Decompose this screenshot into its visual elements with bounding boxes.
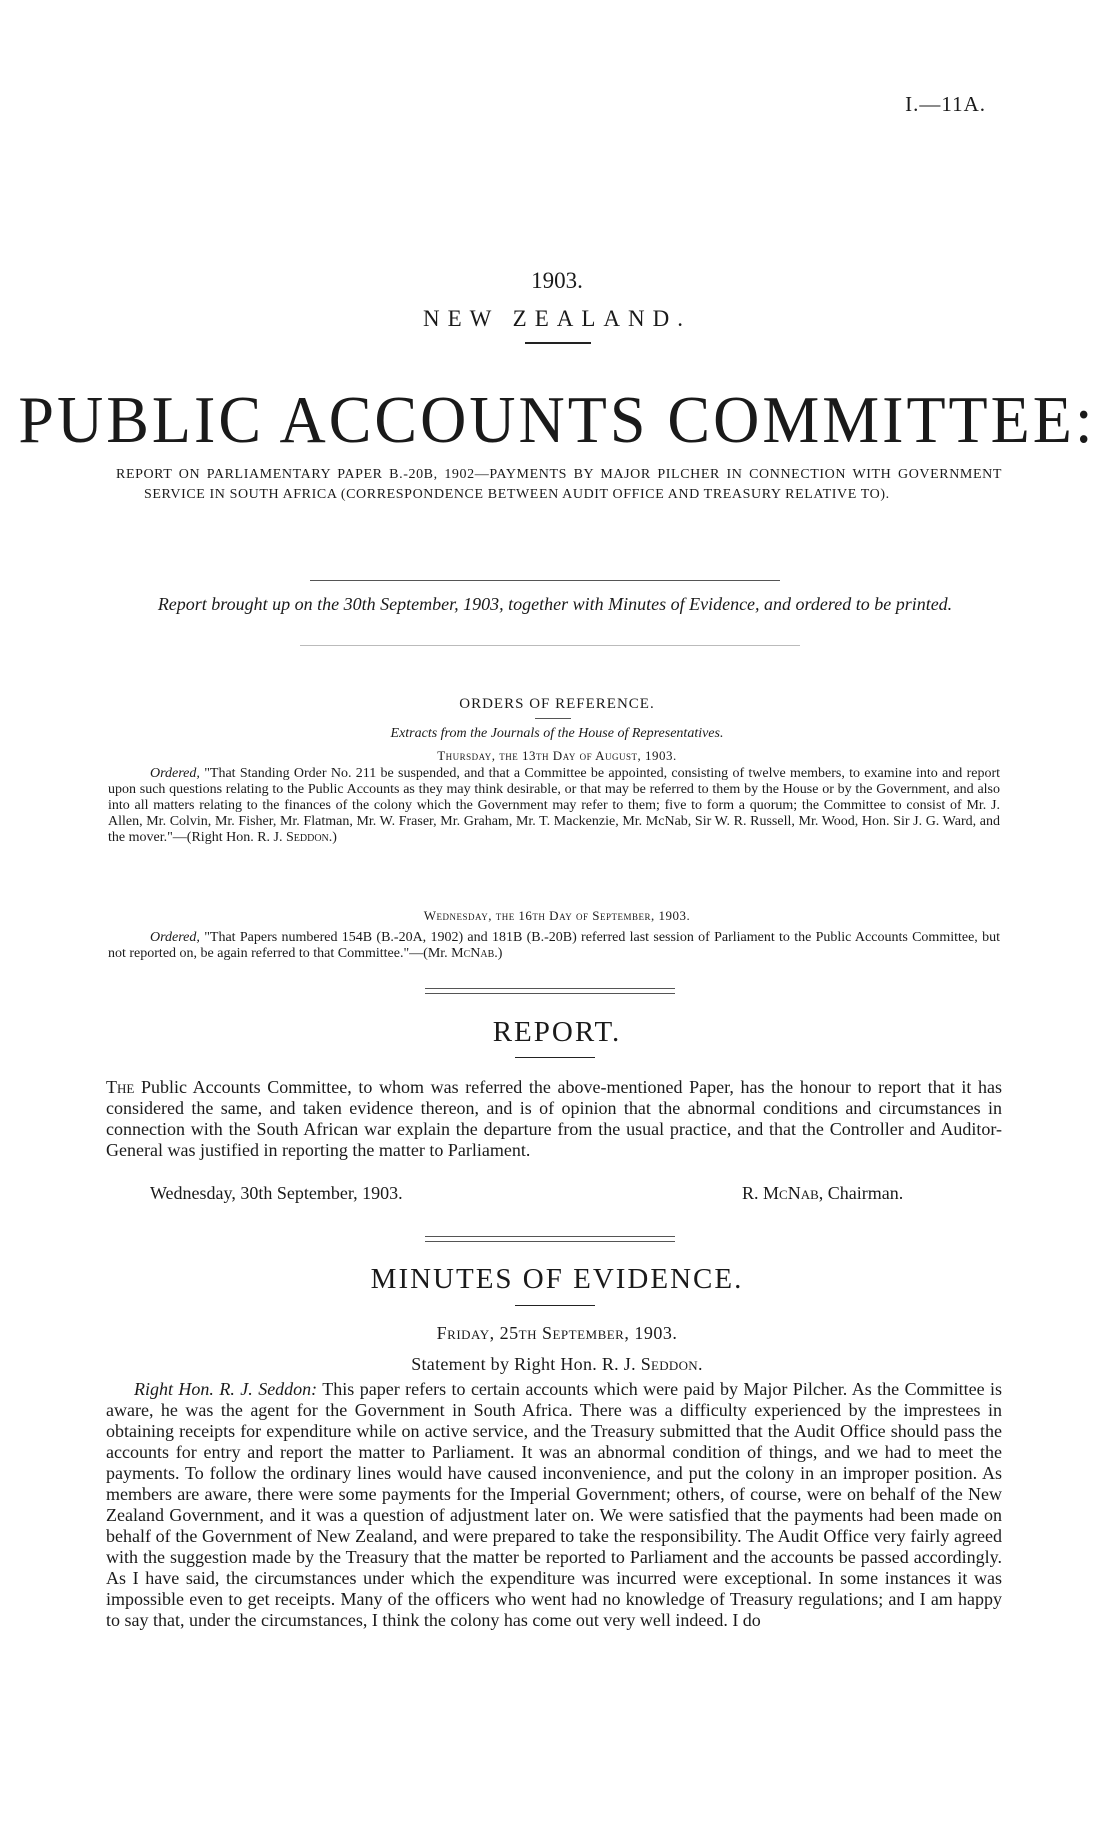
statement-prefix: Statement by Right Hon. R. J.: [411, 1354, 641, 1374]
order-paragraph-1: [108, 766, 1000, 846]
statement-end: .: [698, 1354, 703, 1374]
divider: [425, 1241, 675, 1242]
order-date-2: Wednesday, the 16th Day of September, 1903.: [423, 908, 691, 923]
order2-end: .): [494, 946, 503, 961]
document-subtitle: [116, 465, 1002, 505]
subtitle-text: REPORT ON PARLIAMENTARY PAPER B.-20B, 1902—PAYMENTS BY MAJOR PILCHER IN CONNECTION WITH GOVERNMENT SERVICE IN SOUTH AFRICA (CORRESPONDENCE BETWEEN AUDIT OFFICE AND TREASURY RELATIVE TO).: [116, 467, 1002, 502]
extracts-caption: Extracts from the Journals of the House of Representatives.: [390, 726, 724, 741]
order2-mover: McNab: [451, 946, 495, 961]
year: 1903.: [531, 268, 583, 293]
minutes-heading: MINUTES OF EVIDENCE.: [370, 1263, 744, 1295]
divider: [515, 1305, 595, 1306]
evidence-paragraph: [106, 1379, 1002, 1631]
country: NEW ZEALAND.: [422, 306, 692, 331]
document-title: PUBLIC ACCOUNTS COMMITTEE:: [18, 382, 1096, 457]
order-paragraph-2: [108, 930, 1000, 962]
order1-end: .): [328, 830, 337, 845]
report-date: Wednesday, 30th September, 1903.: [150, 1183, 403, 1203]
order1-mover: Seddon: [286, 830, 329, 845]
evidence-speaker: Right Hon. R. J. Seddon:: [134, 1379, 318, 1399]
brought-up-note: Report brought up on the 30th September, 1903, together with Minutes of Evidence, and ordered to be printed.: [157, 594, 953, 614]
report-signatory: [742, 1183, 903, 1204]
divider: [425, 1236, 675, 1237]
report-lead: The: [106, 1077, 135, 1097]
orders-of-reference-heading: ORDERS OF REFERENCE.: [459, 696, 655, 712]
signatory-name: McNab: [763, 1183, 819, 1203]
divider: [310, 580, 780, 581]
minutes-date: Friday, 25th September, 1903.: [436, 1323, 678, 1343]
order1-text: "That Standing Order No. 211 be suspended, and that a Committee be appointed, consisting of twelve members, to examine into and report upon such questions relating to the Public Accounts as they may think desirable, or that may be referred to them by the House or by the Government, and also into all matters relating to the finances of the colony which the Government may refer to them; five to form a quorum; the Committee to consist of Mr. J. Allen, Mr. Colvin, Mr. Fisher, Mr. Flatman, Mr. W. Fraser, Mr. Graham, Mr. T. Mackenzie, Mr. McNab, Sir W. R. Russell, Mr. Wood, Hon. Sir J. G. Ward, and the mover."—(Right Hon. R. J.: [108, 766, 1000, 845]
divider: [425, 993, 675, 994]
divider: [300, 645, 800, 646]
evidence-text: This paper refers to certain accounts which were paid by Major Pilcher. As the Committee is aware, he was the agent for the Government in South Africa. There was a difficulty experienced by the imprestees in obtaining receipts for expenditure while on active service, and the Treasury submitted that the Audit Office should pass the accounts for entry and report the matter to Parliament. It was an abnormal condition of things, and we had to meet the payments. To follow the ordinary lines would have caused inconvenience, and put the colony in an improper position. As members are aware, there were some payments for the Imperial Government; others, of course, were on behalf of the New Zealand Government, and it was a question of adjustment later on. We were satisfied that the payments had been made on behalf of the Government of New Zealand, and were prepared to take the responsibility. The Audit Office very fairly agreed with the suggestion made by the Treasury that the matter be reported to Parliament and the accounts be passed accordingly. As I have said, the circumstances under which the expenditure was incurred were exceptional. In some instances it was impossible even to get receipts. Many of the officers who went had no knowledge of Treasury regulations; and I am happy to say that, under the circumstances, I think the colony has come out very well indeed. I do: [106, 1379, 1003, 1630]
divider: [515, 1057, 595, 1058]
report-text: Public Accounts Committee, to whom was referred the above-mentioned Paper, has the honour to report that it has considered the same, and taken evidence thereon, and is of opinion that the abnormal conditions and circumstances in connection with the South African war explain the departure from the usual practice, and that the Controller and Auditor-General was justified in reporting the matter to Parliament.: [106, 1077, 1002, 1160]
divider: [525, 342, 591, 344]
signatory-role: , Chairman.: [818, 1183, 904, 1203]
order2-lead: Ordered,: [150, 930, 200, 945]
divider: [535, 718, 571, 719]
page-identifier: I.—11A.: [905, 92, 986, 116]
report-heading: REPORT.: [492, 1016, 622, 1048]
statement-name: Seddon: [640, 1354, 698, 1374]
order-date-1: Thursday, the 13th Day of August, 1903.: [437, 748, 677, 763]
divider: [425, 988, 675, 989]
report-body: [106, 1077, 1002, 1161]
order1-lead: Ordered,: [150, 766, 200, 781]
order2-text: "That Papers numbered 154B (B.-20A, 1902) and 181B (B.-20B) referred last session of Parliament to the Public Accounts Committee, but not reported on, be again referred to that Committee."—(Mr.: [108, 930, 1000, 961]
signatory-initial: R.: [742, 1183, 759, 1203]
statement-heading: [0, 1354, 1114, 1375]
